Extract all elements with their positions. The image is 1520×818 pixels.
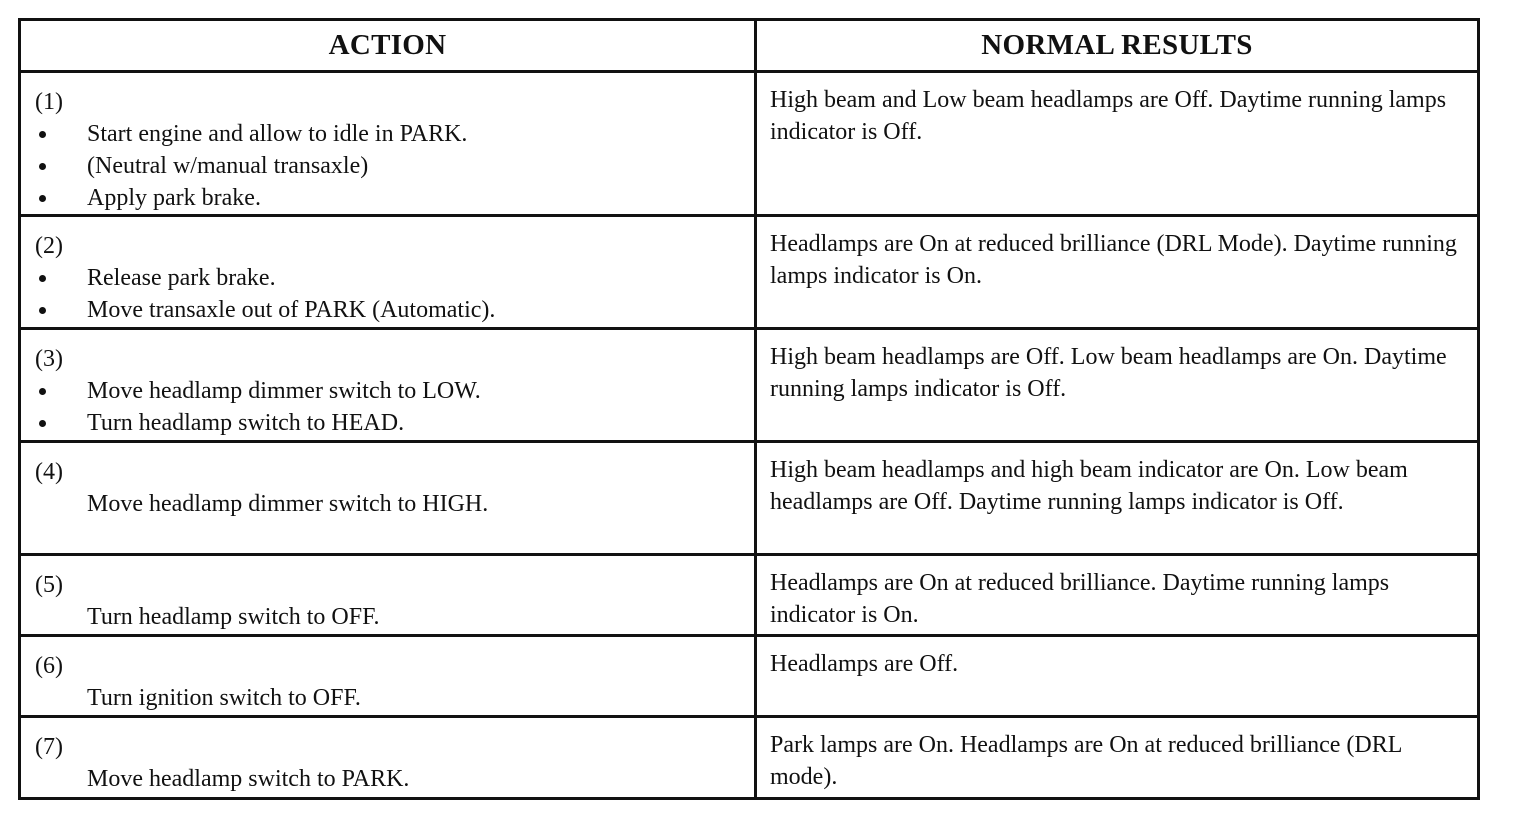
normal-result-cell <box>757 556 1477 637</box>
normal-result-cell <box>757 637 1477 718</box>
action-item <box>35 375 754 407</box>
bullet-icon <box>39 195 46 202</box>
action-cell <box>21 556 757 637</box>
bullet-icon <box>39 163 46 170</box>
drl-test-table <box>18 18 1480 800</box>
action-item <box>35 150 754 182</box>
normal-result-cell <box>757 330 1477 443</box>
step-number: (4) <box>35 459 63 485</box>
normal-result-cell <box>757 217 1477 330</box>
bullet-icon <box>39 275 46 282</box>
bullet-icon <box>39 307 46 314</box>
normal-result-text: High beam headlamps and high beam indicator are On. Low beam headlamps are Off. Daytime running lamps indicator is Off. <box>770 457 1408 515</box>
step-number: (1) <box>35 89 63 115</box>
action-item <box>35 182 754 214</box>
step-number: (6) <box>35 653 63 679</box>
step-number: (3) <box>35 346 63 372</box>
normal-result-text: Headlamps are Off. <box>770 651 959 677</box>
action-cell <box>21 217 757 330</box>
normal-result-text: Headlamps are On at reduced brilliance. Daytime running lamps indicator is On. <box>770 570 1390 628</box>
step-number: (2) <box>35 233 63 259</box>
action-item-text: Apply park brake. <box>87 185 261 211</box>
action-item-text: Turn headlamp switch to HEAD. <box>87 410 405 436</box>
normal-result-cell <box>757 718 1477 797</box>
action-item <box>35 601 754 633</box>
action-cell <box>21 73 757 217</box>
action-item-text: Move headlamp dimmer switch to LOW. <box>87 378 481 404</box>
action-item <box>35 682 754 714</box>
bullet-icon <box>39 131 46 138</box>
normal-result-cell <box>757 73 1477 217</box>
action-item-text: Turn headlamp switch to OFF. <box>87 604 380 630</box>
action-item <box>35 407 754 439</box>
action-item <box>35 262 754 294</box>
normal-results-column-header: NORMAL RESULTS <box>757 21 1477 73</box>
action-item-text: Move headlamp dimmer switch to HIGH. <box>87 491 489 517</box>
normal-result-text: Headlamps are On at reduced brilliance (DRL Mode). Daytime running lamps indicator is On. <box>770 231 1457 289</box>
action-cell <box>21 718 757 797</box>
bullet-icon <box>39 420 46 427</box>
action-cell <box>21 637 757 718</box>
action-item-text: Move headlamp switch to PARK. <box>87 766 410 792</box>
normal-result-text: High beam headlamps are Off. Low beam headlamps are On. Daytime running lamps indicator is Off. <box>770 344 1447 402</box>
action-item <box>35 488 754 520</box>
action-item-text: (Neutral w/manual transaxle) <box>87 153 369 179</box>
action-item <box>35 118 754 150</box>
action-item-text: Turn ignition switch to OFF. <box>87 685 361 711</box>
bullet-icon <box>39 388 46 395</box>
action-cell <box>21 443 757 556</box>
normal-result-text: Park lamps are On. Headlamps are On at reduced brilliance (DRL mode). <box>770 732 1402 790</box>
step-number: (7) <box>35 734 63 760</box>
normal-result-cell <box>757 443 1477 556</box>
action-item <box>35 294 754 326</box>
action-item-text: Start engine and allow to idle in PARK. <box>87 121 468 147</box>
action-item-text: Release park brake. <box>87 265 276 291</box>
step-number: (5) <box>35 572 63 598</box>
action-column-header: ACTION <box>21 21 757 73</box>
action-cell <box>21 330 757 443</box>
action-item-text: Move transaxle out of PARK (Automatic). <box>87 297 496 323</box>
normal-result-text: High beam and Low beam headlamps are Off. Daytime running lamps indicator is Off. <box>770 87 1447 145</box>
action-item <box>35 763 754 795</box>
